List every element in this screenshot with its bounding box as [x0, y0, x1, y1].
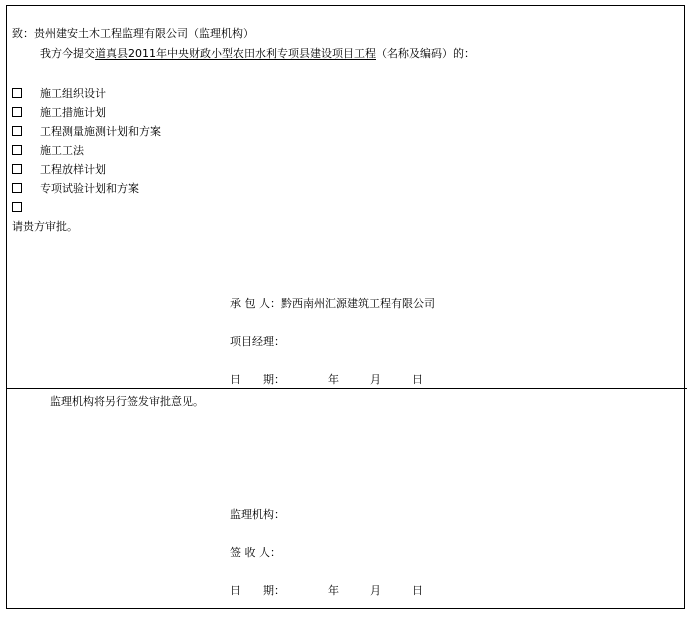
checklist-item[interactable] — [12, 201, 40, 215]
checklist-item[interactable] — [12, 144, 84, 158]
addressee-line — [12, 27, 254, 41]
contractor-day-label: 日 — [412, 373, 423, 386]
contractor-line — [230, 297, 435, 311]
supervisor-org-label: 监理机构： — [230, 508, 285, 521]
contractor-label: 承 包 人： — [230, 297, 281, 310]
submission-suffix: （名称及编码）的： — [376, 47, 475, 60]
checkbox[interactable] — [12, 183, 22, 193]
project-name: 道真县2011年中央财政小型农田水利专项县建设项目工程 — [95, 47, 376, 60]
checklist-label: 施工工法 — [40, 144, 84, 157]
contractor-name: 黔西南州汇源建筑工程有限公司 — [281, 297, 435, 310]
checklist-item[interactable] — [12, 106, 106, 120]
contractor-date-label: 日 期： — [230, 373, 285, 386]
request-text: 请贵方审批。 — [12, 220, 78, 233]
checklist-item[interactable] — [12, 125, 161, 139]
section-divider — [6, 388, 687, 389]
checklist-label: 施工措施计划 — [40, 106, 106, 119]
contractor-month-label: 月 — [370, 373, 381, 386]
supervisor-date-label: 日 期： — [230, 584, 285, 597]
checklist-label: 专项试验计划和方案 — [40, 182, 139, 195]
to-label: 致： — [12, 27, 34, 40]
receiver-label: 签 收 人： — [230, 546, 281, 559]
checklist-label: 施工组织设计 — [40, 87, 106, 100]
supervisor-month-label: 月 — [370, 584, 381, 597]
checkbox[interactable] — [12, 107, 22, 117]
checkbox[interactable] — [12, 126, 22, 136]
checklist-item[interactable] — [12, 163, 106, 177]
checkbox[interactable] — [12, 202, 22, 212]
to-organization: 贵州建安土木工程监理有限公司（监理机构） — [34, 27, 254, 40]
checklist-item[interactable] — [12, 87, 106, 101]
supervisor-day-label: 日 — [412, 584, 423, 597]
contractor-year-label: 年 — [328, 373, 339, 386]
checklist-item[interactable] — [12, 182, 139, 196]
checklist-label: 工程测量施测计划和方案 — [40, 125, 161, 138]
submission-prefix: 我方今提交 — [40, 47, 95, 60]
submission-line — [40, 47, 475, 61]
supervisor-note: 监理机构将另行签发审批意见。 — [50, 395, 204, 408]
checkbox[interactable] — [12, 88, 22, 98]
checkbox[interactable] — [12, 164, 22, 174]
project-manager-label: 项目经理： — [230, 335, 285, 348]
checklist-label: 工程放样计划 — [40, 163, 106, 176]
supervisor-year-label: 年 — [328, 584, 339, 597]
checkbox[interactable] — [12, 145, 22, 155]
